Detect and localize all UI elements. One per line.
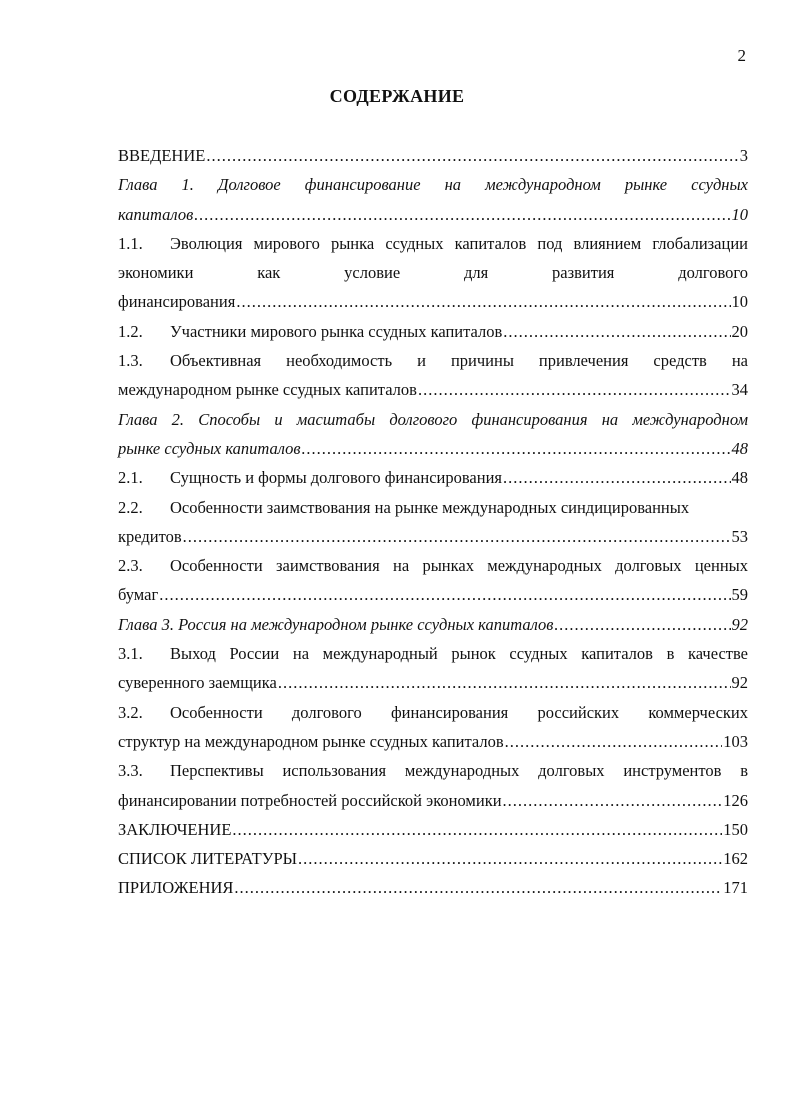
dot-leader [503,317,730,346]
toc-entry-page: 10 [731,204,748,224]
toc-entry-title: капиталов [118,204,194,224]
toc-section-1-1-line2: экономики как условие для развития долгового [118,263,748,283]
dot-leader [278,668,731,697]
toc-section-3-1[interactable] [118,668,748,697]
dot-leader [302,434,731,463]
toc-section-2-3-line1[interactable] [118,551,748,580]
section-number: 3.1. [118,644,143,664]
toc-entry-title: бумаг [118,585,159,605]
toc-section-3-2-line1[interactable] [118,698,748,727]
toc-chapter-1[interactable] [118,200,748,229]
dot-leader [298,844,722,873]
toc-entry-title: Сущность и формы долгового финансирования [170,468,503,488]
section-title-part: Перспективы использования международных долговых инструментов в [170,761,748,781]
dot-leader [236,287,730,316]
dot-leader [418,375,731,404]
toc-entry-title: суверенного заемщика [118,673,277,693]
dot-leader [232,815,722,844]
toc-section-1-2[interactable] [118,317,748,346]
dot-leader [505,727,723,756]
toc-entry-title: Глава 3. Россия на международном рынке ссудных капиталов [118,614,554,634]
toc-entry-title: Участники мирового рынка ссудных капиталов [170,321,503,341]
toc-section-2-2-line1[interactable] [118,493,748,522]
toc-section-1-3[interactable] [118,375,748,404]
toc-section-1-3-line1[interactable] [118,346,748,375]
toc-entry-appendices[interactable] [118,873,748,902]
toc-section-2-3[interactable] [118,580,748,609]
toc-entry-page: 92 [731,673,748,693]
toc-entry-title: финансировании потребностей российской экономики [118,790,502,810]
toc-section-1-1-line1[interactable] [118,229,748,258]
toc-entry-page: 171 [723,878,748,898]
toc-chapter-3[interactable] [118,610,748,639]
toc-chapter-1-line1[interactable]: Глава 1. Долговое финансирование на международном рынке ссудных [118,175,748,195]
toc-section-3-2[interactable] [118,727,748,756]
section-number: 1.3. [118,351,143,371]
section-number: 3.3. [118,761,143,781]
toc-entry-title: финансирования [118,292,236,312]
toc-section-3-3[interactable] [118,786,748,815]
toc-entry-title: международном рынке ссудных капиталов [118,380,417,400]
section-title-part: Особенности заимствования на рынках международных долговых ценных [170,556,748,576]
toc-entry-title: ПРИЛОЖЕНИЯ [118,878,234,898]
toc-section-2-1[interactable] [118,463,748,492]
dot-leader [554,610,730,639]
toc-entry-page: 48 [731,438,748,458]
dot-leader [503,786,723,815]
table-of-contents [118,141,748,903]
section-title-part: Особенности заимствования на рынке международных синдицированных [170,497,690,517]
toc-entry-title: структур на международном рынке ссудных капиталов [118,731,504,751]
toc-entry-page: 34 [731,380,748,400]
toc-entry-page: 92 [731,614,748,634]
toc-entry-conclusion[interactable] [118,815,748,844]
section-number: 2.3. [118,556,143,576]
toc-section-3-1-line1[interactable] [118,639,748,668]
section-number: 2.2. [118,497,143,517]
page-title: СОДЕРЖАНИЕ [329,86,465,106]
dot-leader [234,873,722,902]
toc-chapter-2[interactable] [118,434,748,463]
section-title-part: Объективная необходимость и причины привлечения средств на [170,351,748,371]
toc-entry-references[interactable] [118,844,748,873]
section-title-part: Выход России на международный рынок ссудных капиталов в качестве [170,644,748,664]
toc-chapter-2-line1[interactable]: Глава 2. Способы и масштабы долгового финансирования на международном [118,409,748,429]
dot-leader [206,141,738,170]
toc-entry-title: кредитов [118,526,182,546]
section-number: 1.1. [118,233,143,253]
toc-entry-page: 59 [731,585,748,605]
dot-leader [503,463,730,492]
toc-section-2-2[interactable] [118,522,748,551]
toc-section-1-1[interactable] [118,287,748,316]
toc-entry-page: 3 [739,146,748,165]
dot-leader [159,580,730,609]
toc-entry-title: СПИСОК ЛИТЕРАТУРЫ [118,849,298,869]
toc-entry-page: 48 [731,468,748,488]
section-number: 3.2. [118,702,143,722]
section-title-part: Особенности долгового финансирования российских коммерческих [170,702,748,722]
toc-entry-page: 20 [731,321,748,341]
toc-entry-page: 53 [731,526,748,546]
toc-entry-title: ВВЕДЕНИЕ [118,146,206,165]
section-number: 2.1. [118,468,143,488]
toc-entry-page: 126 [723,790,748,810]
toc-entry-page: 10 [731,292,748,312]
section-title-part: Эволюция мирового рынка ссудных капиталов под влиянием глобализации [170,233,748,253]
toc-entry-title: ЗАКЛЮЧЕНИЕ [118,819,232,839]
toc-section-3-3-line1[interactable] [118,756,748,785]
toc-entry-intro[interactable] [118,141,748,170]
toc-entry-page: 150 [723,819,748,839]
dot-leader [194,200,730,229]
section-number: 1.2. [118,321,143,341]
toc-entry-title: рынке ссудных капиталов [118,438,301,458]
toc-entry-page: 162 [723,849,748,869]
dot-leader [183,522,731,551]
page-number: 2 [737,46,746,65]
toc-entry-page: 103 [723,731,748,751]
